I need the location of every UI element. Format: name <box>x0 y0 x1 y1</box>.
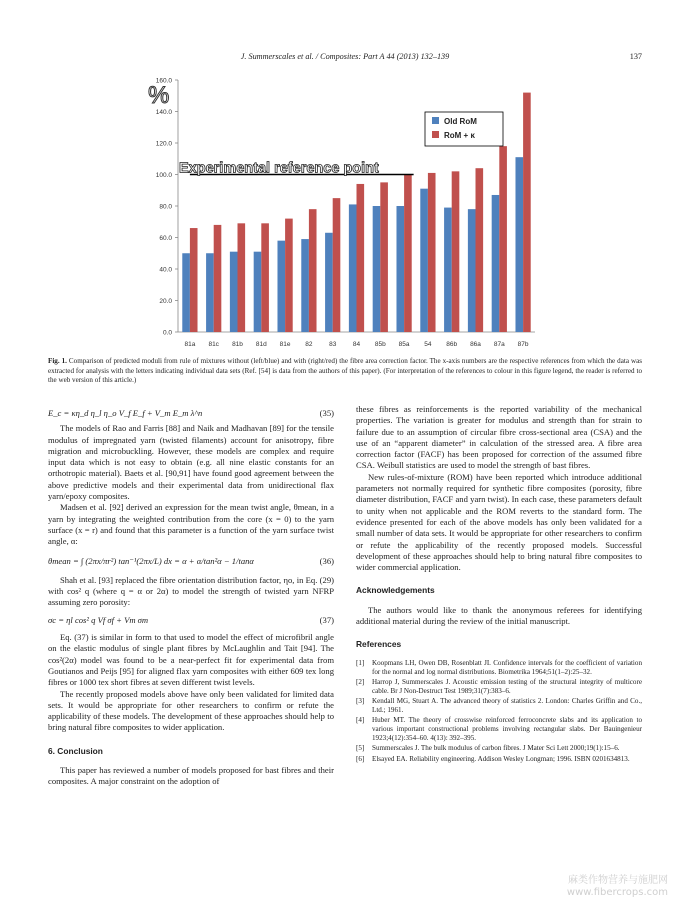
reference-number: [4] <box>356 716 365 725</box>
running-header <box>48 52 642 61</box>
paragraph: these fibres as reinforcements is the reported variability of the mechanical properties. The variation is greater for modulus and strength than for strain to failure due to an assumption of circular fibre cross-sectional area (CSA) and the use of an “apparent diameter” in calculation of the stressed area. A fibre area correction factor (FACF) has been proposed for correction of the assumed fibre CSA. Weibull statistics are used to model the strength of bast fibres. <box>356 404 642 471</box>
bar-old-rom <box>515 157 523 332</box>
bar-rom-kappa <box>428 173 436 332</box>
y-tick-label: 60.0 <box>159 235 172 242</box>
equation-36-number: (36) <box>319 555 334 566</box>
reference-text: Elsayed EA. Reliability engineering. Addison Wesley Longman; 1996. ISBN 0201634813. <box>372 754 630 763</box>
legend-label: RoM + κ <box>444 131 475 140</box>
bar-rom-kappa <box>238 223 246 332</box>
equation-36 <box>48 556 334 567</box>
paragraph: Shah et al. [93] replaced the fibre orientation distribution factor, ηo, in Eq. (29) with cos² q (where q = α or 2α) to model the strength of twisted yarn NFRP assuming zero porosity: <box>48 574 334 608</box>
y-tick-label: 160.0 <box>155 77 172 85</box>
equation-35-number: (35) <box>319 408 334 418</box>
watermark <box>567 875 668 899</box>
bar-old-rom <box>468 209 476 332</box>
caption-label: Fig. 1. <box>48 357 67 365</box>
watermark-line-1: 麻类作物营养与施肥网 <box>568 875 668 886</box>
reference-list <box>356 659 642 764</box>
reference-text: Koopmans LH, Owen DB, Rosenblatt JI. Confidence intervals for the coefficient of variation for the normal and log normal distributions. Biometrika 1964;51(1–2):25–32. <box>372 658 642 676</box>
bar-rom-kappa <box>261 223 269 332</box>
x-tick-label: 86a <box>470 341 481 348</box>
y-tick-label: 80.0 <box>159 203 172 211</box>
equation-37-body: σc = ηl cos² q Vf σf + Vm σm <box>48 614 149 625</box>
x-tick-label: 81c <box>208 341 219 348</box>
bar-rom-kappa <box>452 171 460 332</box>
bar-old-rom <box>444 208 452 332</box>
y-tick-label: 140.0 <box>155 109 172 116</box>
reference-number: [1] <box>356 658 365 667</box>
bar-old-rom <box>206 253 214 332</box>
figure-caption <box>48 357 642 386</box>
bar-rom-kappa <box>190 228 198 332</box>
reference-item <box>356 659 642 677</box>
bar-rom-kappa <box>380 182 388 332</box>
bar-old-rom <box>254 252 262 332</box>
x-tick-label: 83 <box>329 341 337 348</box>
y-tick-label: 0.0 <box>162 329 172 337</box>
x-tick-label: 81a <box>184 341 196 348</box>
section-heading-references: References <box>356 639 402 650</box>
bar-rom-kappa <box>357 184 365 332</box>
equation-35-body: E_c = κη_d η_l η_o V_f E_f + V_m E_m λ^n <box>48 408 203 418</box>
reference-text: Huber MT. The theory of crosswise reinforced ferroconcrete slabs and its application to various important constructional problems involving rectangular slabs. Der Bauingenieur 1923;4(12):354–60. 4(13): 392–395. <box>372 716 642 743</box>
bar-rom-kappa <box>309 209 317 332</box>
reference-text: Kendall MG, Stuart A. The advanced theory of statistics 2. London: Charles Griffin and Co., Ltd.; 1961. <box>372 697 642 715</box>
section-heading-conclusion: 6. Conclusion <box>48 745 103 756</box>
bar-old-rom <box>301 239 309 332</box>
paragraph: Madsen et al. [92] derived an expression for the mean twist angle, θmean, in a yarn by integrating the weighted contribution from the core (x = 0) to the yarn surface (x = r) and found that this parameter is a function of the yarn surface twist angle, α: <box>48 502 334 547</box>
paragraph: The authors would like to thank the anonymous referees for identifying additional material during the review of the initial manuscript. <box>356 604 642 627</box>
reference-item <box>356 697 642 715</box>
caption-text: Comparison of predicted moduli from rule of mixtures without (left/blue) and with (right/red) the fibre area correction factor. The x-axis numbers are the respective references from which the data was extracted for analysis with the letters indicating individual data sets (Ref. [54] is data from the authors of this paper). (For interpretation of the references to colour in this figure legend, the reader is referred to the web version of this article.) <box>48 357 643 385</box>
x-tick-label: 84 <box>352 341 361 348</box>
bar-rom-kappa <box>404 175 412 333</box>
x-tick-label: 54 <box>424 341 432 348</box>
bar-old-rom <box>373 206 381 332</box>
equation-37-number: (37) <box>319 614 334 625</box>
bar-old-rom <box>420 189 428 332</box>
y-tick-label: 100.0 <box>155 172 172 179</box>
x-tick-label: 85b <box>374 341 386 348</box>
y-tick-label: 120.0 <box>155 140 172 148</box>
right-column <box>356 404 642 765</box>
page-number: 137 <box>629 52 642 61</box>
x-tick-label: 85a <box>398 341 410 348</box>
x-tick-label: 82 <box>305 341 313 348</box>
reference-text: Summerscales J. The bulk modulus of carbon fibres. J Mater Sci Lett 2000;19(1):15–6. <box>372 744 620 753</box>
bar-rom-kappa <box>285 219 293 332</box>
equation-35 <box>48 408 334 419</box>
left-column <box>48 404 334 788</box>
section-heading-acknowledgements: Acknowledgements <box>356 585 435 596</box>
equation-36-body: θmean = ∫ (2πx/πr²) tan⁻¹(2πx/L) dx = α + α/tan²α − 1/tanα <box>48 555 254 566</box>
paragraph: Eq. (37) is similar in form to that used to model the effect of microfibril angle on the elastic modulus of single plant fibres by McLaughlin and Tait [94]. The cos²(2α) model was found to be a near-perfect fit for experimental data from Goutianos and Peijs [95] for aligned flax yarn composites with either 609 tex long fibres or 1000 tex short fibres at seven different twist levels. <box>48 632 334 688</box>
reference-number: [3] <box>356 697 365 706</box>
running-title: J. Summerscales et al. / Composites: Part A 44 (2013) 132–139 <box>240 52 450 61</box>
bar-old-rom <box>349 204 357 332</box>
paragraph: The recently proposed models above have only been validated for limited data sets. It would be appropriate for other researchers to confirm or refute the applicability of these models. The development of these approaches should help to bring natural fibre composites to wider application. <box>48 688 334 733</box>
bar-old-rom <box>492 195 500 332</box>
legend-swatch <box>432 131 439 138</box>
bar-old-rom <box>396 206 404 332</box>
reference-item <box>356 716 642 743</box>
x-tick-label: 81d <box>255 341 267 348</box>
paragraph: This paper has reviewed a number of models proposed for bast fibres and their composites. A major constraint on the adoption of <box>48 765 334 787</box>
x-tick-label: 81e <box>279 341 291 348</box>
x-tick-label: 87b <box>517 341 529 348</box>
bar-old-rom <box>230 252 238 332</box>
bar-rom-kappa <box>214 225 222 332</box>
y-tick-label: 40.0 <box>159 266 172 274</box>
bar-chart <box>120 70 570 350</box>
equation-37 <box>48 615 334 626</box>
x-tick-label: 87a <box>493 341 505 348</box>
legend-swatch <box>432 117 439 124</box>
bar-old-rom <box>182 253 190 332</box>
bar-rom-kappa <box>523 93 531 332</box>
bar-rom-kappa <box>499 146 507 332</box>
bar-rom-kappa <box>333 198 341 332</box>
reference-number: [5] <box>356 744 365 753</box>
reference-number: [6] <box>356 754 365 763</box>
x-tick-label: 81b <box>232 341 243 348</box>
watermark-line-2: www.fibercrops.com <box>566 887 668 898</box>
reference-annotation: Experimental reference point <box>179 160 379 177</box>
reference-item <box>356 744 642 753</box>
reference-text: Harrop J, Summerscales J. Acoustic emission testing of the structural integrity of multicore cable. Br J Non-Destruct Test 1989;31(7):383–6. <box>372 677 642 695</box>
reference-item <box>356 678 642 696</box>
paragraph: New rules-of-mixture (ROM) have been reported which introduce additional parameters not normally required for synthetic fibre composites (porosity, fibre diameter distribution, FACF and yarn twist). In each case, these parameters default to unity when not applicable and the ROM reverts to the standard form. The evidence presented for each of the above models has only been validated for a small number of data sets. It would be appropriate for other researchers to confirm or refute the applicability of the recently proposed models. Successful development of these approaches should help to bring natural fibre composites to wider commercial application. <box>356 471 642 573</box>
unit-label: % <box>148 82 170 109</box>
reference-number: [2] <box>356 677 365 686</box>
reference-item <box>356 755 642 764</box>
bar-rom-kappa <box>476 168 484 332</box>
bar-old-rom <box>277 241 285 332</box>
paragraph: The models of Rao and Farris [88] and Naik and Madhavan [89] for the tensile modulus of impregnated yarn (twisted filaments) account for anisotropy, fibre migration and microbuckling. However, these models are complex and require input data which is not easy to obtain (e.g. all nine elastic constants for an orthotropic material). Baets et al. [90,91] have found good agreement between the above predictive models and their experimental data from unidirectional flax yarn/epoxy composites. <box>48 423 334 502</box>
bar-old-rom <box>325 233 333 332</box>
y-tick-label: 20.0 <box>159 298 172 305</box>
x-tick-label: 86b <box>446 341 458 348</box>
legend-label: Old RoM <box>444 117 477 126</box>
